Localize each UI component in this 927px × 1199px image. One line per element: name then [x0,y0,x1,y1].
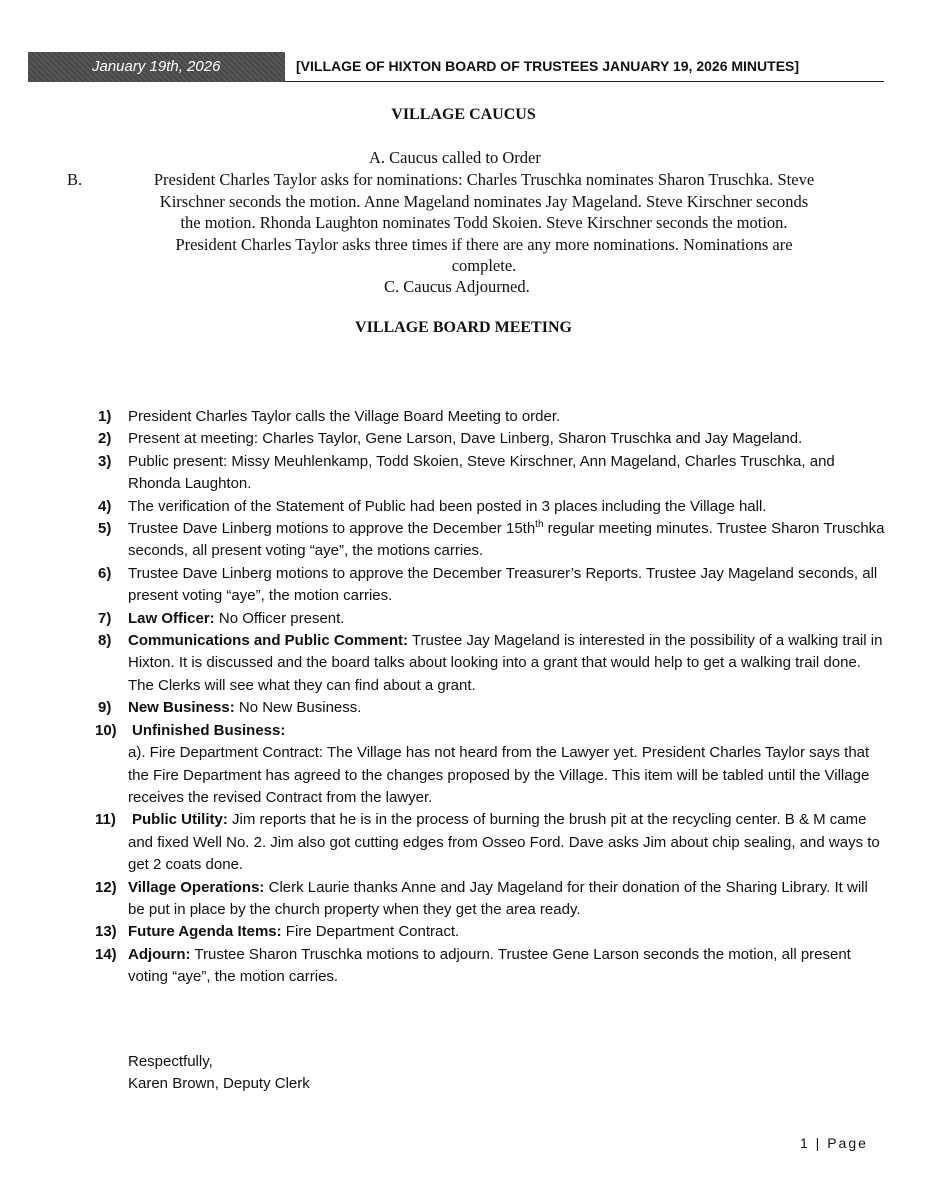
ordinal-superscript: th [535,519,544,531]
item-text: Fire Department Contract. [281,923,460,941]
meeting-item [98,451,888,496]
item-text: Trustee Jay Mageland is interested in the possibility of a walking trail in Hixton. It is discussed and the board talks about looking into a grant that would help to get a walking trail done. The Clerks will see what they can find about a grant. [128,632,883,694]
meeting-items [95,406,888,989]
caucus-b-line: President Charles Taylor asks three times if there are any more nominations. Nominations are [175,234,793,254]
item-heading: Future Agenda Items: [128,923,282,941]
item-number: 13) [95,923,117,941]
meeting-item [95,877,888,922]
item-number: 2) [98,430,112,448]
item-number: 5) [98,520,112,538]
header-date: January 19th, 2026 [92,58,221,75]
meeting-item [98,518,888,563]
caucus-item-c: C. Caucus Adjourned. [384,277,530,296]
item-heading: Village Operations: [128,878,265,896]
caucus-b-line: President Charles Taylor asks for nominations: Charles Truschka nominates Sharon Truschka. Steve [153,170,815,189]
item-heading: Law Officer: [128,609,215,627]
item-number: 11) [95,811,116,829]
item-text: No Officer present. [214,609,345,627]
meeting-item [95,944,888,989]
caucus-item-b-text [60,169,890,277]
meeting-item [98,428,888,450]
page-number: 1 | Page [800,1135,868,1151]
item-text: No New Business. [234,699,362,717]
item-heading: New Business: [128,699,235,717]
signature-name: Karen Brown, Deputy Clerk [128,1075,310,1093]
item-text: The verification of the Statement of Public had been posted in 3 places including the Village hall. [128,497,767,515]
item-text: President Charles Taylor calls the Village Board Meeting to order. [128,408,561,425]
meeting-item [98,630,888,697]
meeting-heading: VILLAGE BOARD MEETING [355,319,572,336]
item-text: regular meeting minutes. Trustee Sharon Truschka seconds, all present voting “aye”, the motions carries. [128,520,885,560]
item-text: Trustee Sharon Truschka motions to adjourn. Trustee Gene Larson seconds the motion, all present voting “aye”, the motion carries. [128,945,851,986]
item-number: 3) [98,452,112,470]
meeting-item [95,720,888,810]
item-number: 8) [98,632,112,650]
meeting-item [98,608,888,630]
caucus-heading: VILLAGE CAUCUS [391,106,536,123]
meeting-item [98,563,888,608]
caucus-b-line: the motion. Rhonda Laughton nominates Todd Skoien. Steve Kirschner seconds the motion. [180,213,788,232]
header-rule [285,81,884,82]
item-number: 9) [98,699,112,717]
item-heading: Public Utility: [132,811,228,829]
item-number: 10) [95,721,117,739]
caucus-b-line: complete. [451,256,517,275]
signature-closing: Respectfully, [128,1053,213,1070]
item-text: Trustee Dave Linberg motions to approve the December 15th [128,520,536,538]
meeting-item [98,496,888,518]
caucus-b-line: Kirschner seconds the motion. Anne Mageland nominates Jay Mageland. Steve Kirschner seconds [159,191,809,211]
item-text: Present at meeting: Charles Taylor, Gene Larson, Dave Linberg, Sharon Truschka and Jay Mageland. [128,430,803,448]
caucus-item-b-label: B. [67,170,83,189]
item-text: Trustee Dave Linberg motions to approve the December Treasurer’s Reports. Trustee Jay Mageland seconds, all present voting “aye”, the motion carries. [128,564,878,605]
item-heading: Adjourn: [128,945,191,963]
item-heading: Unfinished Business: [132,721,286,739]
caucus-item-a: A. Caucus called to Order [369,148,541,167]
header-title: [VILLAGE OF HIXTON BOARD OF TRUSTEES JANUARY 19, 2026 MINUTES] [296,58,800,74]
item-number: 12) [95,878,117,896]
meeting-item [98,697,888,719]
item-subitem: a). Fire Department Contract: The Village has not heard from the Lawyer yet. President Charles Taylor says that the Fire Department has agreed to the changes proposed by the Village. This item will be tabled until the Village receives the revised Contract from the lawyer. [128,744,870,806]
caucus-item-b [60,169,890,277]
item-number: 4) [98,497,112,515]
item-heading: Communications and Public Comment: [128,632,409,650]
item-number: 1) [98,408,112,425]
item-number: 14) [95,945,117,963]
item-number: 6) [98,564,112,582]
item-text: Jim reports that he is in the process of burning the brush pit at the recycling center. B & M came and fixed Well No. 2. Jim also got cutting edges from Osseo Ford. Dave asks Jim about chip sealing, and ways to get 2 coats done. [128,811,880,874]
meeting-item [95,809,888,876]
meeting-item [95,921,888,943]
item-text: Clerk Laurie thanks Anne and Jay Mageland for their donation of the Sharing Library. It will be put in place by the church property when they get the area ready. [128,878,868,918]
meeting-item [98,406,888,428]
item-number: 7) [98,609,112,627]
item-text: Public present: Missy Meuhlenkamp, Todd Skoien, Steve Kirschner, Ann Mageland, Charles Truschka, and Rhonda Laughton. [128,452,835,493]
signature-block [128,1051,310,1096]
